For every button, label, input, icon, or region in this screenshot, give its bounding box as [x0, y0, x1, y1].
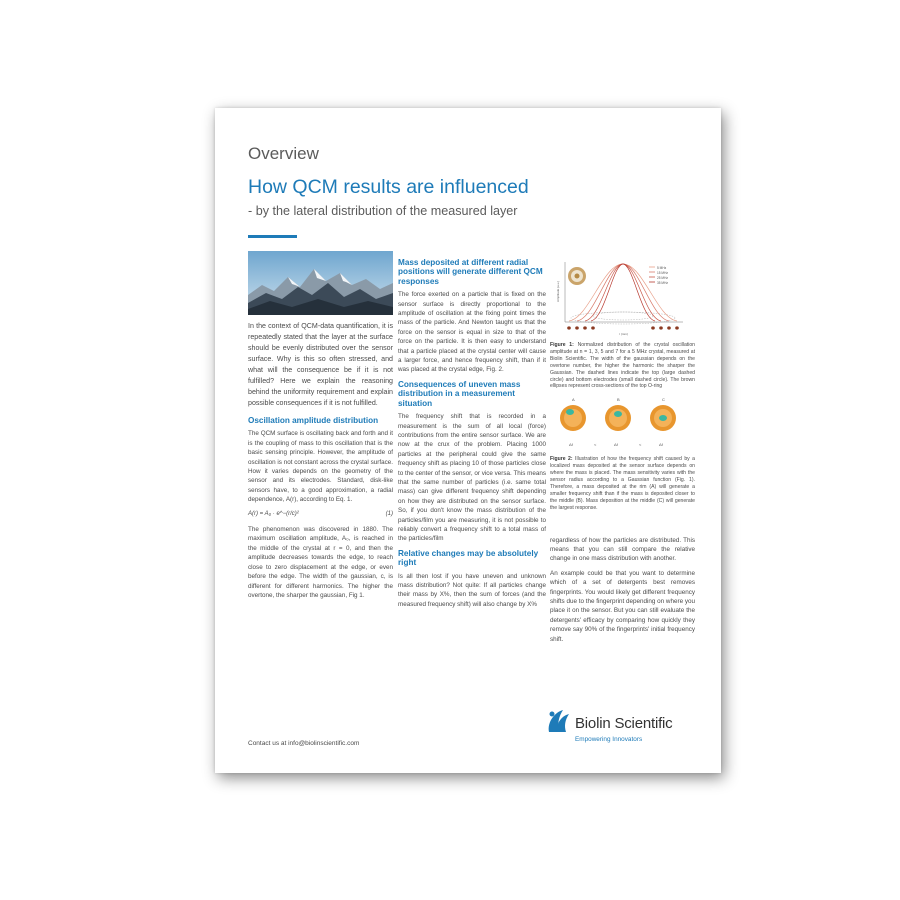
page-title: How QCM results are influenced: [248, 176, 529, 198]
less-than-symbol: <: [639, 442, 642, 448]
delta-f-label: Δf: [614, 442, 618, 448]
heading-mass-deposited: Mass deposited at different radial positions will generate different QCM responses: [398, 258, 543, 286]
page-subtitle: - by the lateral distribution of the measured layer: [248, 204, 518, 218]
sensor-crystal-icon: [568, 267, 586, 285]
section-label: Overview: [248, 144, 319, 163]
legend-label: 5 MHz: [657, 266, 667, 270]
sensor-b: [605, 405, 631, 431]
figure-2-illustration: [550, 396, 690, 452]
column-2: [398, 254, 546, 614]
heading-consequences: Consequences of uneven mass distribution in a measurement situation: [398, 379, 521, 408]
paragraph-relative-changes: Is all then lost if you have uneven and unknown mass distribution? Not quite: If all particles change their mass by X%, then the sum of forces (and the measured frequency shift) will also change by X%: [398, 572, 546, 608]
delta-f-label: Δf: [569, 442, 573, 448]
sensor-a: [560, 405, 586, 431]
figure-1-chart: [555, 258, 687, 338]
delta-f-label: Δf: [659, 442, 663, 448]
biolin-logo: [545, 706, 695, 756]
paragraph-mass-deposited: The force exerted on a particle that is fixed on the sensor surface is directly proportional to the amplitude of oscillation at the fixing point times the mass of the particle. And Newton taught us that the force on the sensor is equal in size to that of the force on the particle. It is then easy to understand that a particle placed at the crystal center will cause a larger force, and hence frequency shift, than if it was placed at the crystal edge, Fig. 2.: [398, 291, 546, 374]
figure-1-caption-label: Figure 1:: [550, 342, 574, 348]
equation-text: A(r) = A₀ · e^−(r/c)²: [248, 510, 299, 517]
sensor-c: [650, 405, 676, 431]
figure-1-caption-text: Normalized distribution of the crystal oscillation amplitude at n = 1, 3, 5 and 7 for a 5 MHz crystal, measured at Biolin Scientific. The width of the gaussian depends on the overtone number, the higher the harmonic the sharper the Gaussian. The dashed lines indicate the top (large dashed circle) and bottom electrodes (small dashed circle). The brown ellipses represent cross-sections of the top O-ring: [550, 342, 695, 390]
paragraph-consequences: The frequency shift that is recorded in a measurement is the sum of all local (force) contributions from the entire sensor surface. We are now at the crux of the problem. Placing 1000 particles at the peripheral could give the same frequency shift as placing 10 of those particles close to the center of the sensor, or vice versa. This means that the same number of particles (i.e. same total mass) can give different frequency shift depending on how they are distributed on the sensor surface. So, if you don't know the mass distribution of the particles/film you are measuring, it is not possible to reliably convert a frequency shift to a total mass of the particles/film: [398, 413, 546, 543]
less-than-symbol: <: [594, 442, 597, 448]
paragraph-oscillation: The QCM surface is oscillating back and forth and it is the coupling of mass to this oscillation that is the basic sensing principle. However, the amplitude of oscillation is not constant across the crystal surface. How it varies depends on the geometry of the sensor and its electrodes. Standard, disk-like sensors have, to a good approximation, a radial dependence, A(r), according to Eq. 1.: [248, 430, 393, 504]
figure-1-caption: [550, 342, 695, 390]
equation-1: [248, 510, 393, 519]
document-page: [215, 108, 721, 773]
paragraph-phenomenon: The phenomenon was discovered in 1880. The maximum oscillation amplitude, A₀, is reached in the middle of the crystal at r = 0, and then the amplitude decreases towards the edge, to reach close to zero displacement at the edge, or even before the edge. The width of the gaussian, c, is different for different harmonics. The higher the overtone, the sharper the gaussian, Fig 1.: [248, 526, 393, 599]
biolin-logo-icon: [545, 706, 573, 736]
legend-label: 15 MHz: [657, 271, 668, 275]
logo-tagline: Empowering Innovators: [575, 736, 643, 743]
heading-relative-changes: Relative changes may be absolutely right: [398, 548, 539, 568]
column-1: [248, 251, 393, 605]
intro-paragraph: In the context of QCM-data quantification, it is repeatedly stated that the layer at the surface should be evenly distributed over the sensor surface. Why is this so often stressed, and what will the consequence be if it is not fulfilled? Here we explain the reasoning behind the uniformity requirement and explain possible consequences if it is not fulfilled.: [248, 322, 393, 407]
sensor-label-c: C: [662, 397, 665, 403]
sensor-label-b: B: [617, 397, 620, 403]
figure-1-xlabel: r (mm): [619, 332, 628, 336]
legend-label: 35 MHz: [657, 281, 668, 285]
paragraph-regardless: regardless of how the particles are distributed. This means that you can still compare the relative change in one mass distribution with another.: [550, 536, 695, 563]
accent-rule: [248, 235, 297, 238]
figure-2-caption-label: Figure 2:: [550, 456, 573, 463]
figure-1-ylabel: Amplitude (a.u.): [556, 280, 560, 302]
figure-2-caption: [550, 456, 695, 511]
legend-label: 25 MHz: [657, 276, 668, 280]
paragraph-example: An example could be that you want to determine which of a set of detergents best removes fingerprints. You would likely get different frequency shifts due to the fingerprint depending on where you place it on the sensor. But you can still evaluate the detergents' efficacy by comparing how quickly they remove say 90% of the fingerprints' initial frequency shift.: [550, 569, 695, 643]
figure-2-caption-text: Illustration of how the frequency shift caused by a localized mass deposited at the sensor surface depends on where the mass is placed. The mass sensitivity varies with the sensor radius according to a Gaussian function (Fig. 1). Therefore, a mass deposited at the rim (A) will generate a smaller frequency shift than if the mass is deposited closer to the middle (B). Mass deposition at the middle (C) will generate the largest response.: [550, 456, 695, 511]
column-spacer: [550, 518, 695, 536]
logo-name: Biolin Scientific: [575, 715, 673, 732]
column-3: [550, 258, 695, 649]
contact-line: Contact us at info@biolinscientific.com: [248, 740, 360, 747]
equation-number: (1): [385, 510, 393, 517]
sensor-label-a: A: [572, 397, 575, 403]
heading-oscillation: Oscillation amplitude distribution: [248, 416, 379, 425]
mountain-photo: [248, 251, 393, 315]
